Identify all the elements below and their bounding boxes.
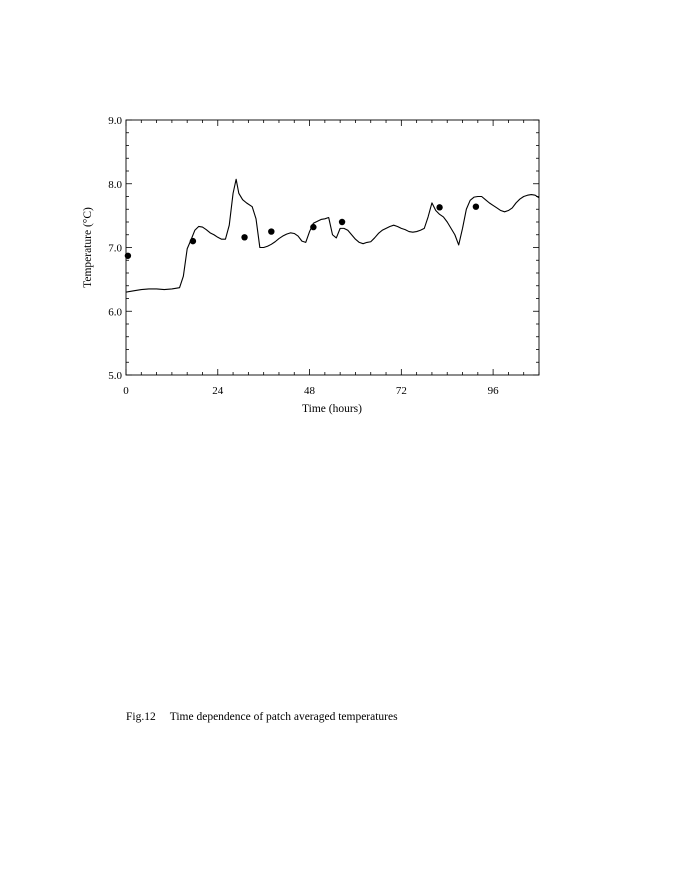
data-point <box>190 238 196 244</box>
y-axis-title: Temperature (°C) <box>82 207 94 288</box>
y-tick-labels <box>108 115 122 382</box>
x-axis-title: Time (hours) <box>302 403 362 415</box>
y-tick-label: 6.0 <box>108 306 122 319</box>
y-tick-label: 9.0 <box>108 115 122 127</box>
data-point <box>125 253 131 259</box>
x-tick-label: 96 <box>487 385 499 397</box>
x-tick-label: 0 <box>123 385 129 397</box>
data-point <box>310 224 316 230</box>
temperature-chart <box>0 0 680 430</box>
x-tick-labels <box>123 385 499 397</box>
data-point <box>241 234 247 240</box>
data-point <box>339 219 345 225</box>
x-tick-label: 24 <box>212 385 224 397</box>
series-line <box>126 179 539 292</box>
x-tick-label: 48 <box>304 385 316 397</box>
y-tick-label: 7.0 <box>108 242 122 255</box>
y-tick-label: 5.0 <box>108 370 122 382</box>
data-point <box>473 204 479 210</box>
caption-text: Time dependence of patch averaged temperatures <box>169 711 398 723</box>
data-point <box>436 204 442 210</box>
x-tick-label: 72 <box>395 385 407 397</box>
data-point <box>268 228 274 234</box>
figure-number: Fig.12 <box>126 711 156 723</box>
figure-caption <box>126 711 398 723</box>
series-group <box>125 179 539 292</box>
y-tick-label: 8.0 <box>108 178 122 191</box>
